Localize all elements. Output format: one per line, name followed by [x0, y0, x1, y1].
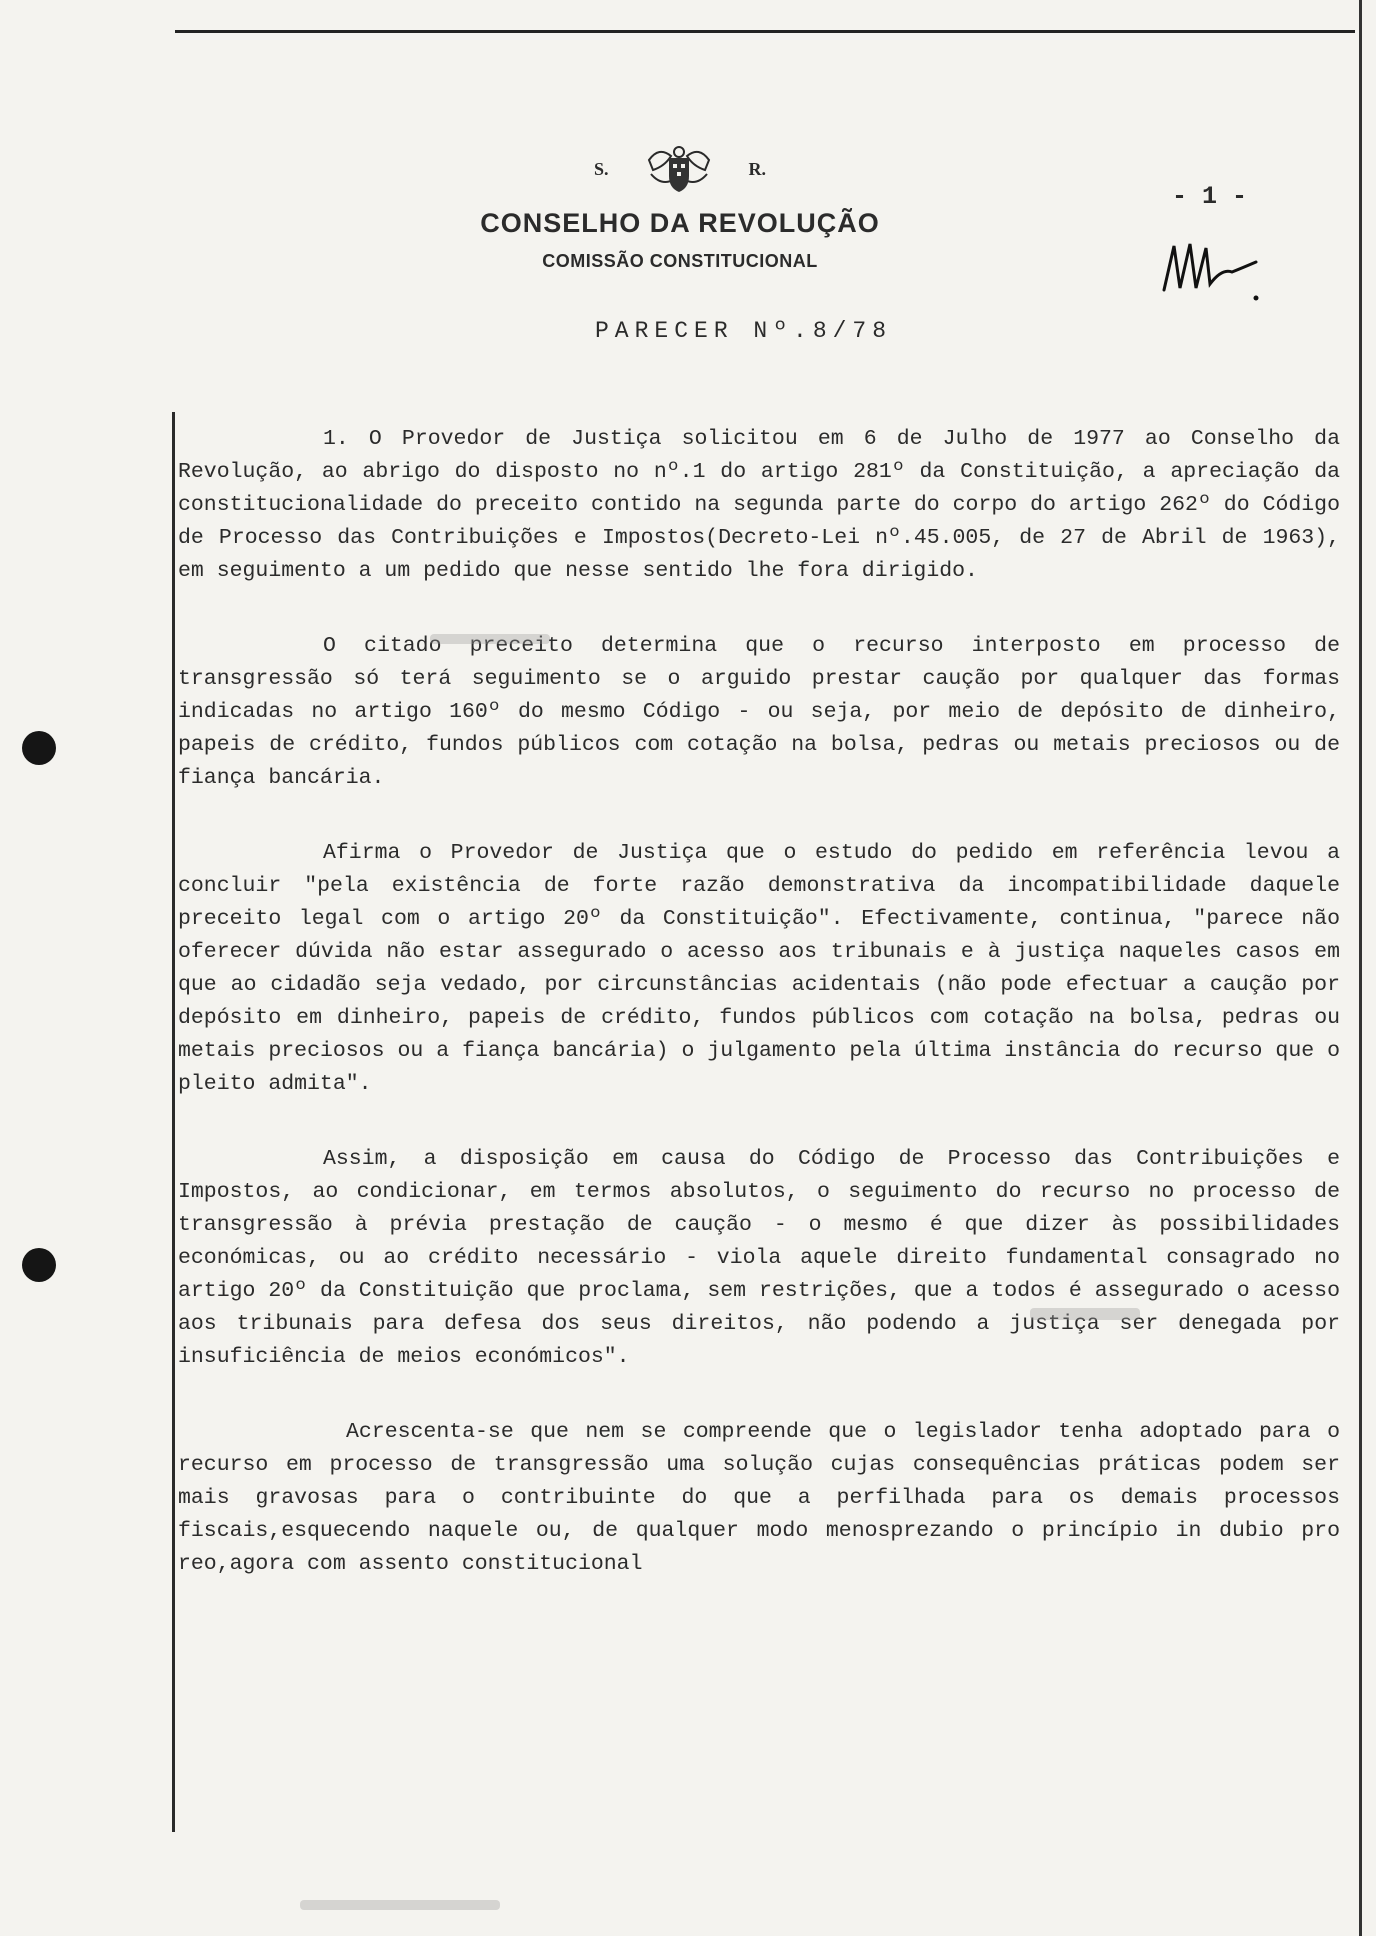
paragraph-text: Afirma o Provedor de Justiça que o estudo do pedido em referência levou a concluir "pela existência de forte razão demonstrativa da incompatibilidade daquele preceito legal com o artigo 20º da Constituição". Efectivamente, continua, "parece não oferecer dúvida não estar assegurado o acesso aos tribunais e à justiça naqueles casos em que ao cidadão seja vedado, por circunstâncias acidentais (não pode efectuar a caução por depósito em dinheiro, papeis de crédito, fundos públicos com cotação na bolsa, pedras ou metais preciosos ou a fiança bancária) o julgamento pela última instância do recurso que o pleito admita".: [178, 841, 1340, 1096]
commission-name: COMISSÃO CONSTITUCIONAL: [542, 251, 818, 271]
handwritten-initials-signature: [1160, 228, 1280, 308]
right-border-line: [1359, 0, 1362, 1936]
paragraph-3: [178, 837, 1340, 1101]
emblem-left-initial: S.: [593, 158, 609, 179]
punch-hole: [22, 1248, 56, 1282]
paragraph-2: [178, 630, 1340, 795]
scan-smudge: [430, 634, 550, 644]
coat-of-arms-icon: [643, 140, 715, 198]
paragraph-5: [178, 1416, 1340, 1581]
opinion-title: PARECER Nº.8/78: [595, 318, 893, 344]
letterhead: [440, 140, 920, 272]
emblem-right-initial: R.: [748, 158, 766, 179]
top-border-line: [175, 30, 1355, 33]
left-margin-line: [172, 412, 175, 1832]
scan-smudge: [1030, 1308, 1140, 1320]
page-number: - 1 -: [1172, 182, 1248, 211]
council-name: CONSELHO DA REVOLUÇÃO: [480, 208, 880, 238]
paragraph-text: O citado preceito determina que o recurso interposto em processo de transgressão só terá seguimento se o arguido prestar caução por qualquer das formas indicadas no artigo 160º do mesmo Código - ou seja, por meio de depósito de dinheiro, papeis de crédito, fundos públicos com cotação na bolsa, pedras ou metais preciosos ou de fiança bancária.: [178, 634, 1340, 790]
paragraph-4: [178, 1143, 1340, 1374]
emblem-row: [440, 140, 920, 198]
paragraph-text: 1. O Provedor de Justiça solicitou em 6 de Julho de 1977 ao Conselho da Revolução, ao abrigo do disposto no nº.1 do artigo 281º da Constituição, a apreciação da constitucionalidade do preceito contido na segunda parte do corpo do artigo 262º do Código de Processo das Contribuições e Impostos(Decreto-Lei nº.45.005, de 27 de Abril de 1963), em seguimento a um pedido que nesse sentido lhe fora dirigido.: [178, 427, 1340, 583]
paragraph-text: Acrescenta-se que nem se compreende que o legislador tenha adoptado para o recurso em processo de transgressão uma solução cujas consequências práticas podem ser mais gravosas para o contribuinte do que a perfilhada para os demais processos fiscais,esquecendo naquele ou, de qualquer modo menosprezando o princípio in dubio pro reo,agora com assento constitucional: [178, 1420, 1340, 1576]
document-body: [178, 423, 1340, 1623]
paragraph-text: Assim, a disposição em causa do Código de Processo das Contribuições e Impostos, ao condicionar, em termos absolutos, o seguimento do recurso no processo de transgressão à prévia prestação de caução - o mesmo é que dizer às possibilidades económicas, ou ao crédito necessário - viola aquele direito fundamental consagrado no artigo 20º da Constituição que proclama, sem restrições, que a todos é assegurado o acesso aos tribunais para defesa dos seus direitos, não podendo a justiça ser denegada por insuficiência de meios económicos".: [178, 1147, 1340, 1369]
paragraph-1: [178, 423, 1340, 588]
scan-smudge: [300, 1900, 500, 1910]
punch-hole: [22, 731, 56, 765]
